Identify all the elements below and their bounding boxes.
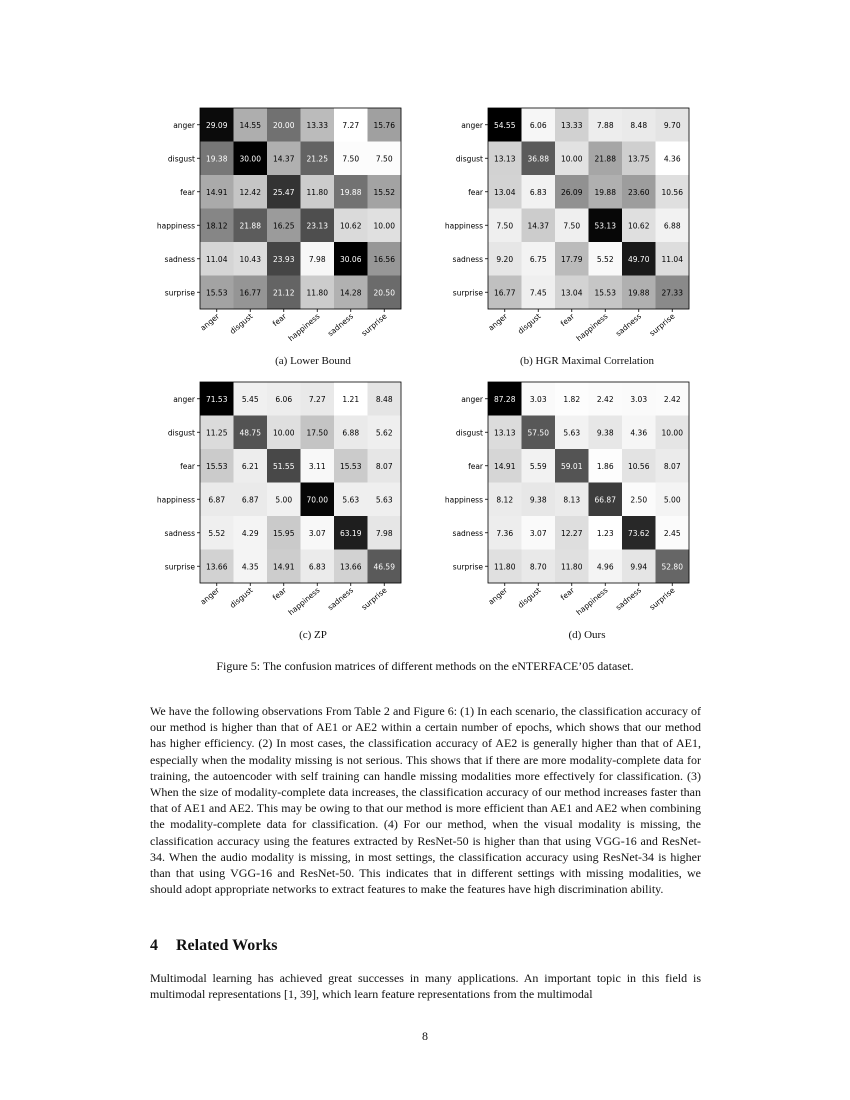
cell-value: 3.03 bbox=[529, 394, 547, 404]
cell-value: 14.55 bbox=[239, 120, 261, 130]
cell-value: 7.36 bbox=[496, 528, 514, 538]
cell-value: 11.04 bbox=[206, 254, 228, 264]
cell-value: 53.13 bbox=[594, 221, 616, 231]
cell-value: 36.88 bbox=[527, 154, 549, 164]
cell-value: 15.52 bbox=[373, 187, 395, 197]
cell-value: 8.07 bbox=[663, 461, 681, 471]
cell-value: 13.04 bbox=[561, 288, 583, 298]
column-label: anger bbox=[198, 585, 222, 607]
cell-value: 8.12 bbox=[496, 495, 514, 505]
cell-value: 48.75 bbox=[239, 428, 261, 438]
cell-value: 63.19 bbox=[340, 528, 362, 538]
row-label: anger bbox=[173, 394, 195, 404]
confusion-matrix-plot bbox=[155, 374, 420, 624]
cell-value: 11.80 bbox=[306, 288, 328, 298]
cell-value: 9.20 bbox=[496, 254, 514, 264]
column-label: disgust bbox=[227, 311, 255, 336]
cell-value: 20.00 bbox=[273, 120, 295, 130]
row-label: sadness bbox=[164, 254, 195, 264]
confusion-matrix-lower-bound bbox=[155, 100, 420, 350]
cell-value: 11.80 bbox=[494, 562, 516, 572]
cell-value: 4.36 bbox=[630, 428, 648, 438]
cell-value: 21.88 bbox=[594, 154, 616, 164]
confusion-matrix-ours bbox=[443, 374, 708, 624]
row-label: disgust bbox=[455, 428, 483, 438]
cell-value: 14.37 bbox=[527, 221, 549, 231]
cell-value: 7.98 bbox=[375, 528, 393, 538]
cell-value: 7.88 bbox=[596, 120, 614, 130]
column-label: surprise bbox=[647, 585, 677, 612]
row-label: anger bbox=[461, 120, 483, 130]
cell-value: 6.83 bbox=[308, 562, 326, 572]
confusion-matrix-plot bbox=[443, 100, 708, 350]
cell-value: 3.03 bbox=[630, 394, 648, 404]
cell-value: 2.42 bbox=[596, 394, 614, 404]
cell-value: 10.56 bbox=[628, 461, 650, 471]
confusion-matrix-hgr bbox=[443, 100, 708, 350]
cell-value: 17.50 bbox=[306, 428, 328, 438]
column-label: happiness bbox=[286, 311, 322, 344]
cell-value: 9.38 bbox=[529, 495, 547, 505]
cell-value: 6.21 bbox=[241, 461, 259, 471]
row-label: surprise bbox=[452, 288, 483, 298]
cell-value: 70.00 bbox=[306, 495, 328, 505]
cell-value: 19.88 bbox=[594, 187, 616, 197]
cell-value: 4.35 bbox=[241, 562, 259, 572]
cell-value: 11.80 bbox=[561, 562, 583, 572]
cell-value: 8.13 bbox=[563, 495, 581, 505]
cell-value: 27.33 bbox=[661, 288, 683, 298]
cell-value: 7.27 bbox=[342, 120, 360, 130]
cell-value: 6.83 bbox=[529, 187, 547, 197]
cell-value: 4.36 bbox=[663, 154, 681, 164]
row-label: sadness bbox=[164, 528, 195, 538]
cell-value: 3.07 bbox=[308, 528, 326, 538]
cell-value: 49.70 bbox=[628, 254, 650, 264]
cell-value: 30.00 bbox=[239, 154, 261, 164]
cell-value: 23.93 bbox=[273, 254, 295, 264]
column-label: fear bbox=[558, 585, 577, 603]
column-label: fear bbox=[558, 311, 577, 329]
row-label: anger bbox=[461, 394, 483, 404]
cell-value: 3.11 bbox=[308, 461, 326, 471]
cell-value: 57.50 bbox=[527, 428, 549, 438]
cell-value: 7.50 bbox=[496, 221, 514, 231]
cell-value: 73.62 bbox=[628, 528, 650, 538]
subcaption-c: (c) ZP bbox=[299, 629, 327, 641]
cell-value: 5.63 bbox=[375, 495, 393, 505]
figure-caption: Figure 5: The confusion matrices of different methods on the eNTERFACE’05 dataset. bbox=[216, 659, 634, 673]
cell-value: 19.38 bbox=[206, 154, 228, 164]
cell-value: 59.01 bbox=[561, 461, 583, 471]
cell-value: 13.13 bbox=[494, 154, 516, 164]
subcaption-b: (b) HGR Maximal Correlation bbox=[519, 355, 655, 367]
cell-value: 6.88 bbox=[342, 428, 360, 438]
page-number: 8 bbox=[422, 1029, 428, 1043]
cell-value: 15.76 bbox=[373, 120, 395, 130]
cell-value: 87.28 bbox=[494, 394, 516, 404]
section-heading bbox=[150, 937, 277, 955]
cell-value: 10.56 bbox=[661, 187, 683, 197]
cell-value: 19.88 bbox=[340, 187, 362, 197]
cell-value: 23.13 bbox=[306, 221, 328, 231]
cell-value: 7.27 bbox=[308, 394, 326, 404]
cell-value: 12.27 bbox=[561, 528, 583, 538]
column-label: happiness bbox=[574, 311, 610, 344]
cell-value: 15.95 bbox=[273, 528, 295, 538]
cell-value: 10.00 bbox=[273, 428, 295, 438]
subcaption-d: (d) Ours bbox=[568, 629, 606, 641]
cell-value: 10.62 bbox=[340, 221, 362, 231]
column-label: happiness bbox=[574, 585, 610, 618]
cell-value: 5.45 bbox=[241, 394, 259, 404]
row-label: disgust bbox=[167, 154, 195, 164]
cell-value: 4.96 bbox=[596, 562, 614, 572]
cell-value: 7.50 bbox=[563, 221, 581, 231]
cell-value: 26.09 bbox=[561, 187, 583, 197]
cell-value: 8.48 bbox=[375, 394, 393, 404]
row-label: sadness bbox=[452, 528, 483, 538]
column-label: surprise bbox=[359, 585, 389, 612]
cell-value: 19.88 bbox=[628, 288, 650, 298]
cell-value: 14.91 bbox=[273, 562, 295, 572]
cell-value: 5.00 bbox=[663, 495, 681, 505]
cell-value: 21.12 bbox=[273, 288, 295, 298]
row-label: surprise bbox=[164, 562, 195, 572]
cell-value: 6.88 bbox=[663, 221, 681, 231]
cell-value: 4.29 bbox=[241, 528, 259, 538]
cell-value: 6.06 bbox=[529, 120, 547, 130]
cell-value: 11.25 bbox=[206, 428, 228, 438]
cell-value: 23.60 bbox=[628, 187, 650, 197]
row-label: fear bbox=[468, 461, 483, 471]
cell-value: 1.23 bbox=[596, 528, 614, 538]
row-label: fear bbox=[468, 187, 483, 197]
cell-value: 6.06 bbox=[275, 394, 293, 404]
cell-value: 1.82 bbox=[563, 394, 581, 404]
cell-value: 14.28 bbox=[340, 288, 362, 298]
cell-value: 16.77 bbox=[239, 288, 261, 298]
cell-value: 7.45 bbox=[529, 288, 547, 298]
cell-value: 10.00 bbox=[561, 154, 583, 164]
cell-value: 51.55 bbox=[273, 461, 295, 471]
column-label: fear bbox=[270, 585, 289, 603]
cell-value: 15.53 bbox=[206, 288, 228, 298]
cell-value: 2.42 bbox=[663, 394, 681, 404]
column-label: anger bbox=[486, 585, 510, 607]
cell-value: 16.56 bbox=[373, 254, 395, 264]
body-paragraph-observations: We have the following observations From Table 2 and Figure 6: (1) In each scenario, the classification accuracy of our method is higher than that of AE1 or AE2 within a certain number of epochs, which shows that our method has higher efficiency. (2) In most cases, the classification accuracy of AE2 is generally higher than that of AE1, especially when the modality missing is not serious. This shows that if there are more modality-complete data for training, the autoencoder with self training can handle missing modalities more effectively for classification. (3) When the size of modality-complete data increases, the classification accuracy of our method increases faster than that of AE1 and AE2. This may be owing to that our method is more efficient than AE1 and AE2 when combining the modality-complete data for classification. (4) For our method, when the visual modality is missing, the classification accuracy using the features extracted by ResNet-50 is higher than that using VGG-16 and ResNet-34. When the audio modality is missing, in most settings, the classification accuracy using ResNet-34 is higher than that using VGG-16 and ResNet-50. This indicates that in different settings with missing modalities, we should adopt appropriate networks to extract features to make the features have high discrimination ability. bbox=[150, 704, 701, 897]
row-label: disgust bbox=[167, 428, 195, 438]
column-label: happiness bbox=[286, 585, 322, 618]
cell-value: 5.52 bbox=[596, 254, 614, 264]
cell-value: 66.87 bbox=[594, 495, 616, 505]
cell-value: 15.53 bbox=[206, 461, 228, 471]
cell-value: 18.12 bbox=[206, 221, 228, 231]
cell-value: 25.47 bbox=[273, 187, 295, 197]
cell-value: 29.09 bbox=[206, 120, 228, 130]
row-label: happiness bbox=[156, 495, 195, 505]
cell-value: 11.80 bbox=[306, 187, 328, 197]
cell-value: 6.87 bbox=[241, 495, 259, 505]
cell-value: 8.70 bbox=[529, 562, 547, 572]
cell-value: 17.79 bbox=[561, 254, 583, 264]
row-label: happiness bbox=[156, 221, 195, 231]
cell-value: 5.62 bbox=[375, 428, 393, 438]
column-label: sadness bbox=[325, 311, 356, 339]
subcaption-a: (a) Lower Bound bbox=[275, 355, 351, 367]
cell-value: 14.91 bbox=[494, 461, 516, 471]
cell-value: 5.00 bbox=[275, 495, 293, 505]
confusion-matrix-zp bbox=[155, 374, 420, 624]
row-label: surprise bbox=[452, 562, 483, 572]
cell-value: 11.04 bbox=[661, 254, 683, 264]
cell-value: 8.48 bbox=[630, 120, 648, 130]
row-label: surprise bbox=[164, 288, 195, 298]
cell-value: 6.87 bbox=[208, 495, 226, 505]
cell-value: 20.50 bbox=[373, 288, 395, 298]
cell-value: 10.00 bbox=[373, 221, 395, 231]
cell-value: 13.04 bbox=[494, 187, 516, 197]
cell-value: 5.63 bbox=[563, 428, 581, 438]
cell-value: 13.75 bbox=[628, 154, 650, 164]
column-label: sadness bbox=[613, 311, 644, 339]
cell-value: 15.53 bbox=[340, 461, 362, 471]
row-label: fear bbox=[180, 461, 195, 471]
cell-value: 14.91 bbox=[206, 187, 228, 197]
cell-value: 13.66 bbox=[206, 562, 228, 572]
cell-value: 9.70 bbox=[663, 120, 681, 130]
cell-value: 54.55 bbox=[494, 120, 516, 130]
confusion-matrix-plot bbox=[155, 100, 420, 350]
cell-value: 3.07 bbox=[529, 528, 547, 538]
column-label: anger bbox=[486, 311, 510, 333]
cell-value: 71.53 bbox=[206, 394, 228, 404]
cell-value: 13.13 bbox=[494, 428, 516, 438]
cell-value: 2.45 bbox=[663, 528, 681, 538]
cell-value: 7.98 bbox=[308, 254, 326, 264]
cell-value: 21.88 bbox=[239, 221, 261, 231]
column-label: sadness bbox=[325, 585, 356, 613]
column-label: disgust bbox=[515, 585, 543, 610]
section-number: 4 bbox=[150, 937, 158, 954]
cell-value: 13.33 bbox=[306, 120, 328, 130]
column-label: fear bbox=[270, 311, 289, 329]
cell-value: 15.53 bbox=[594, 288, 616, 298]
section-title: Related Works bbox=[176, 937, 278, 954]
column-label: disgust bbox=[227, 585, 255, 610]
cell-value: 12.42 bbox=[239, 187, 261, 197]
cell-value: 9.94 bbox=[630, 562, 648, 572]
cell-value: 13.66 bbox=[340, 562, 362, 572]
row-label: disgust bbox=[455, 154, 483, 164]
cell-value: 7.50 bbox=[375, 154, 393, 164]
cell-value: 21.25 bbox=[306, 154, 328, 164]
cell-value: 7.50 bbox=[342, 154, 360, 164]
cell-value: 2.50 bbox=[630, 495, 648, 505]
cell-value: 1.21 bbox=[342, 394, 360, 404]
cell-value: 8.07 bbox=[375, 461, 393, 471]
column-label: anger bbox=[198, 311, 222, 333]
cell-value: 30.06 bbox=[340, 254, 362, 264]
row-label: happiness bbox=[444, 221, 483, 231]
cell-value: 13.33 bbox=[561, 120, 583, 130]
column-label: sadness bbox=[613, 585, 644, 613]
row-label: happiness bbox=[444, 495, 483, 505]
cell-value: 1.86 bbox=[596, 461, 614, 471]
row-label: anger bbox=[173, 120, 195, 130]
column-label: surprise bbox=[359, 311, 389, 338]
cell-value: 46.59 bbox=[373, 562, 395, 572]
cell-value: 16.25 bbox=[273, 221, 295, 231]
cell-value: 10.62 bbox=[628, 221, 650, 231]
column-label: disgust bbox=[515, 311, 543, 336]
confusion-matrix-plot bbox=[443, 374, 708, 624]
row-label: sadness bbox=[452, 254, 483, 264]
cell-value: 5.59 bbox=[529, 461, 547, 471]
cell-value: 9.38 bbox=[596, 428, 614, 438]
cell-value: 16.77 bbox=[494, 288, 516, 298]
cell-value: 52.80 bbox=[661, 562, 683, 572]
cell-value: 14.37 bbox=[273, 154, 295, 164]
column-label: surprise bbox=[647, 311, 677, 338]
cell-value: 5.63 bbox=[342, 495, 360, 505]
row-label: fear bbox=[180, 187, 195, 197]
cell-value: 10.43 bbox=[239, 254, 261, 264]
body-paragraph-related-works: Multimodal learning has achieved great successes in many applications. An important topic in this field is multimodal representations [1, 39], which learn feature representations from the multimodal bbox=[150, 971, 701, 1002]
cell-value: 10.00 bbox=[661, 428, 683, 438]
cell-value: 6.75 bbox=[529, 254, 547, 264]
cell-value: 5.52 bbox=[208, 528, 226, 538]
